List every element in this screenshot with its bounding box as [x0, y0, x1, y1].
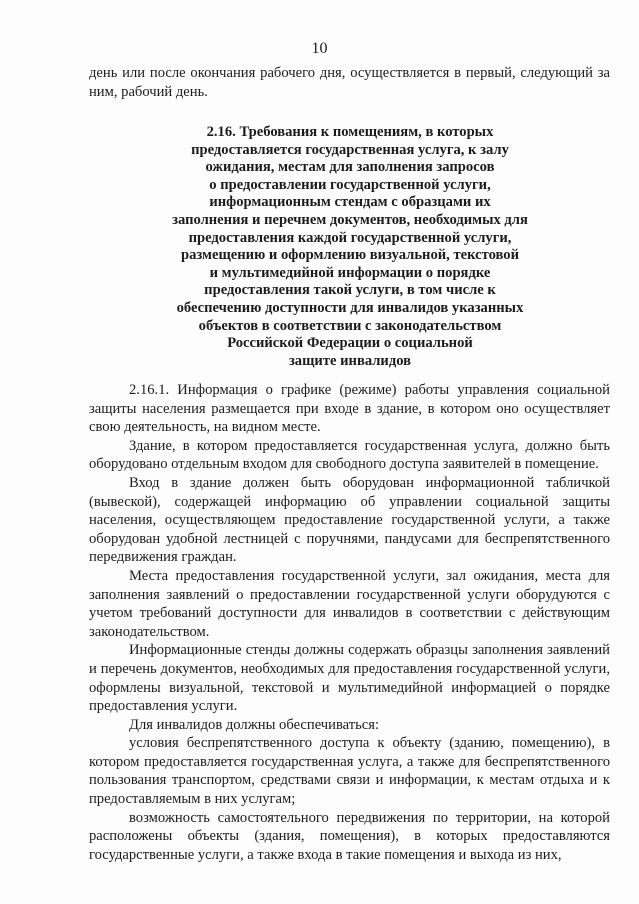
heading-line: предоставляется государственная услуга, к залу: [191, 141, 509, 158]
heading-line: заполнения и перечнем документов, необходимых для: [172, 211, 528, 228]
paragraph-schedule-info: 2.16.1. Информация о графике (режиме) работы управления социальной защиты населения размещается при входе в здание, в котором оно осуществляет свою деятельность, на видном месте.: [89, 382, 610, 436]
heading-line: и мультимедийной информации о порядке: [209, 264, 491, 281]
section-heading: [140, 124, 560, 370]
heading-line: ожидания, местам для заполнения запросов: [205, 159, 495, 176]
heading-line: информационным стендам с образцами их: [209, 194, 491, 211]
heading-line: предоставления такой услуги, в том числе к: [204, 282, 496, 299]
heading-line: обеспечению доступности для инвалидов указанных: [176, 299, 524, 316]
heading-line: о предоставлении государственной услуги,: [209, 176, 491, 193]
page-number: 10: [311, 40, 328, 57]
heading-line: Российской Федерации о социальной: [227, 335, 473, 352]
paragraph-disabled-intro: Для инвалидов должны обеспечиваться:: [129, 716, 380, 733]
heading-line: 2.16. Требования к помещениям, в которых: [206, 124, 494, 140]
paragraph-access-conditions: условия беспрепятственного доступа к объекту (зданию, помещению), в котором предоставляется государственная услуга, а также для беспрепятственного пользования транспортом, средствами связи и информации, к местам отдыха и к предоставляемым в них услугам;: [89, 735, 610, 808]
paragraph-entrance-signage: Вход в здание должен быть оборудован информационной табличкой (вывеской), содержащей информацию об управлении социальной защиты населения, осуществляющем предоставление государственной услуги, а также оборудован удобной лестницей с поручнями, пандусами для беспрепятственного передвижения граждан.: [89, 474, 610, 566]
section-body: [89, 381, 610, 864]
continuation-text-block: [89, 64, 610, 101]
paragraph-service-places: Места предоставления государственной услуги, зал ожидания, места для заполнения заявлений о предоставлении государственной услуги оборудуются с учетом требований доступности для инвалидов в соответствии с действующим законодательством.: [89, 567, 610, 640]
heading-line: объектов в соответствии с законодательством: [198, 317, 502, 334]
heading-line: предоставления каждой государственной услуги,: [188, 229, 512, 246]
heading-line: защите инвалидов: [288, 352, 412, 369]
paragraph-independent-movement: возможность самостоятельного передвижения по территории, на которой расположены объекты (здания, помещения), в которых предоставляются государственные услуги, а также входа в такие помещения и выхода из них,: [89, 809, 610, 863]
continuation-paragraph: день или после окончания рабочего дня, осуществляется в первый, следующий за ним, рабочий день.: [89, 65, 610, 100]
paragraph-info-stands: Информационные стенды должны содержать образцы заполнения заявлений и перечень документов, необходимых для предоставления государственной услуги, оформлены визуальной, текстовой и мультимедийной информацией о порядке предоставления услуги.: [89, 642, 610, 715]
paragraph-building-entrance: Здание, в котором предоставляется государственная услуга, должно быть оборудовано отдельным входом для свободного доступа заявителей в помещение.: [89, 437, 610, 473]
heading-line: размещению и оформлению визуальной, текстовой: [180, 247, 520, 264]
